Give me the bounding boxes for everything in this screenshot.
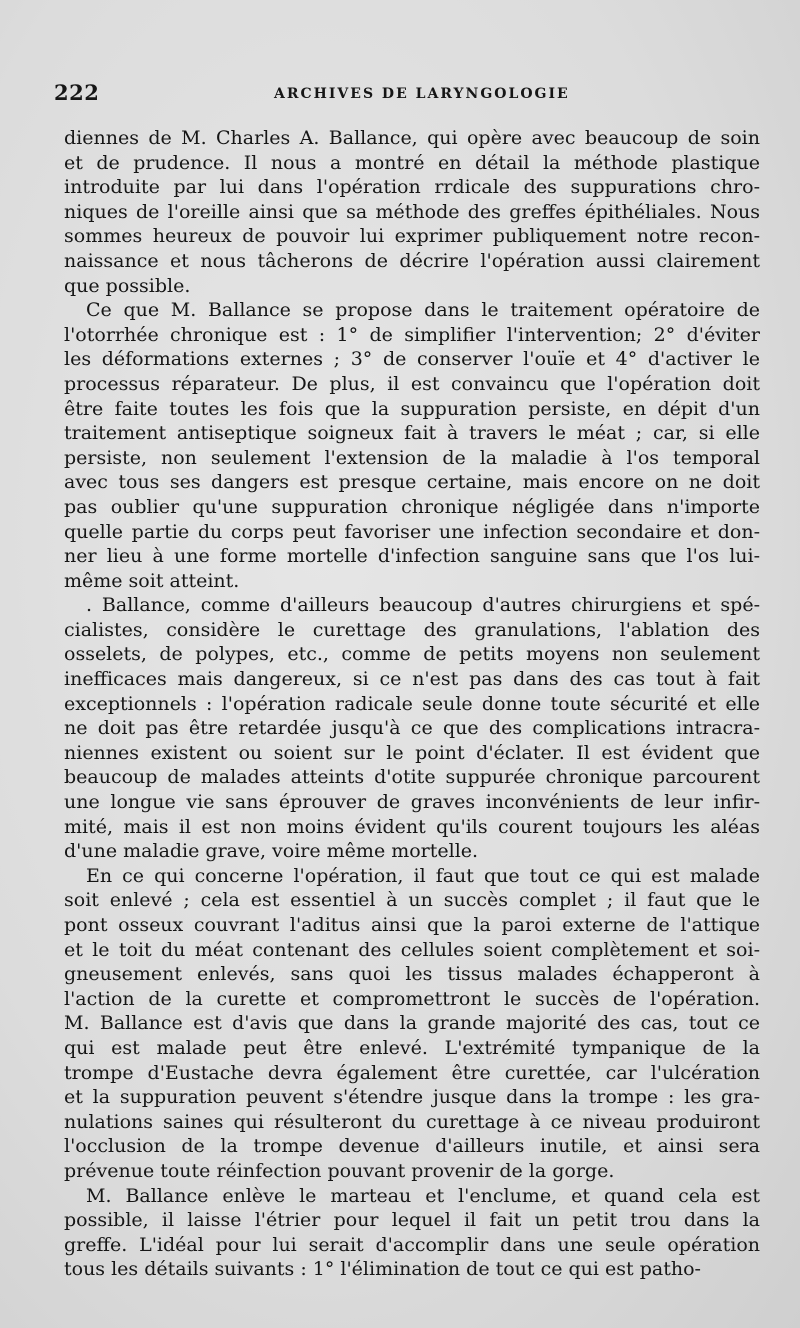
text-line: soit enlevé ; cela est essentiel à un succès complet ; il faut que le	[64, 889, 760, 912]
text-line: sommes heureux de pouvoir lui exprimer publiquement notre recon-	[64, 225, 760, 248]
text-line: l'action de la curette et compromettront le succès de l'opération.	[64, 987, 760, 1010]
text-line: beaucoup de malades atteints d'otite suppurée chronique parcourent	[64, 766, 760, 789]
text-line: persiste, non seulement l'extension de la maladie à l'os temporal	[64, 446, 760, 469]
text-line: même soit atteint.	[64, 569, 240, 592]
text-line: l'otorrhée chronique est : 1° de simplifier l'intervention; 2° d'éviter	[64, 323, 760, 346]
text-line: être faite toutes les fois que la suppuration persiste, en dépit d'un	[64, 397, 760, 420]
text-line: inefficaces mais dangereux, si ce n'est pas dans des cas tout à fait	[64, 668, 760, 691]
text-line: Ce que M. Ballance se propose dans le traitement opératoire de	[86, 299, 760, 322]
text-line: traitement antiseptique soigneux fait à travers le méat ; car, si elle	[64, 422, 760, 445]
paragraph	[64, 126, 760, 298]
text-line: naissance et nous tâcherons de décrire l'opération aussi clairement	[64, 249, 760, 272]
text-line: trompe d'Eustache devra également être curettée, car l'ulcération	[64, 1061, 760, 1084]
text-line: osselets, de polypes, etc., comme de petits moyens non seulement	[64, 643, 760, 666]
text-line: niques de l'oreille ainsi que sa méthode des greffes épithéliales. Nous	[64, 200, 760, 223]
text-line: tous les détails suivants : 1° l'élimination de tout ce qui est patho-	[64, 1258, 701, 1281]
text-line: En ce qui concerne l'opération, il faut que tout ce qui est malade	[86, 864, 760, 887]
paragraph	[64, 298, 760, 593]
text-line: qui est malade peut être enlevé. L'extrémité tympanique de la	[64, 1036, 760, 1059]
text-line: . Ballance, comme d'ailleurs beaucoup d'autres chirurgiens et spé-	[86, 594, 760, 617]
running-head	[54, 70, 760, 110]
text-line: mité, mais il est non moins évident qu'ils courent toujours les aléas	[64, 815, 760, 838]
text-line: et le toit du méat contenant des cellules soient complètement et soi-	[64, 938, 760, 961]
text-line: exceptionnels : l'opération radicale seule donne toute sécurité et elle	[64, 692, 760, 715]
journal-title: ARCHIVES DE LARYNGOLOGIE	[274, 86, 570, 102]
text-line: quelle partie du corps peut favoriser une infection secondaire et don-	[64, 520, 760, 543]
text-line: et de prudence. Il nous a montré en détail la méthode plastique	[64, 151, 760, 174]
text-line: les déformations externes ; 3° de conserver l'ouïe et 4° d'activer le	[64, 348, 760, 371]
body-text	[64, 126, 760, 1282]
text-line: d'une maladie grave, voire même mortelle.	[64, 840, 479, 863]
paragraph	[64, 1184, 760, 1282]
text-line: ne doit pas être retardée jusqu'à ce que des complications intracra-	[64, 717, 760, 740]
text-line: gneusement enlevés, sans quoi les tissus malades échapperont à	[64, 963, 760, 986]
text-line: et la suppuration peuvent s'étendre jusque dans la trompe : les gra-	[64, 1086, 760, 1109]
text-line: l'occlusion de la trompe devenue d'ailleurs inutile, et ainsi sera	[64, 1135, 760, 1158]
text-line: pas oublier qu'une suppuration chronique négligée dans n'importe	[64, 495, 760, 518]
text-line: diennes de M. Charles A. Ballance, qui opère avec beaucoup de soin	[64, 127, 760, 149]
text-line: cialistes, considère le curettage des granulations, l'ablation des	[64, 618, 760, 641]
text-line: pont osseux couvrant l'aditus ainsi que la paroi externe de l'attique	[64, 914, 760, 936]
text-line: ner lieu à une forme mortelle d'infection sanguine sans que l'os lui-	[64, 545, 760, 568]
text-line: avec tous ses dangers est presque certaine, mais encore on ne doit	[64, 471, 760, 494]
text-line: M. Ballance enlève le marteau et l'enclume, et quand cela est	[86, 1184, 760, 1207]
paragraph	[64, 864, 760, 1184]
page-number: 222	[54, 80, 100, 105]
text-line: nulations saines qui résulteront du curettage à ce niveau produiront	[64, 1110, 760, 1133]
text-line: niennes existent ou soient sur le point d'éclater. Il est évident que	[64, 741, 760, 764]
text-line: greffe. L'idéal pour lui serait d'accomplir dans une seule opération	[64, 1233, 760, 1256]
text-line: possible, il laisse l'étrier pour lequel il fait un petit trou dans la	[64, 1209, 760, 1232]
text-line: que possible.	[64, 274, 191, 297]
text-line: prévenue toute réinfection pouvant provenir de la gorge.	[64, 1159, 615, 1182]
paragraph	[64, 593, 760, 864]
text-line: M. Ballance est d'avis que dans la grande majorité des cas, tout ce	[64, 1012, 760, 1035]
text-line: introduite par lui dans l'opération rrdicale des suppurations chro-	[64, 176, 760, 199]
text-line: processus réparateur. De plus, il est convaincu que l'opération doit	[64, 372, 760, 395]
text-line: une longue vie sans éprouver de graves inconvénients de leur infir-	[64, 791, 760, 814]
